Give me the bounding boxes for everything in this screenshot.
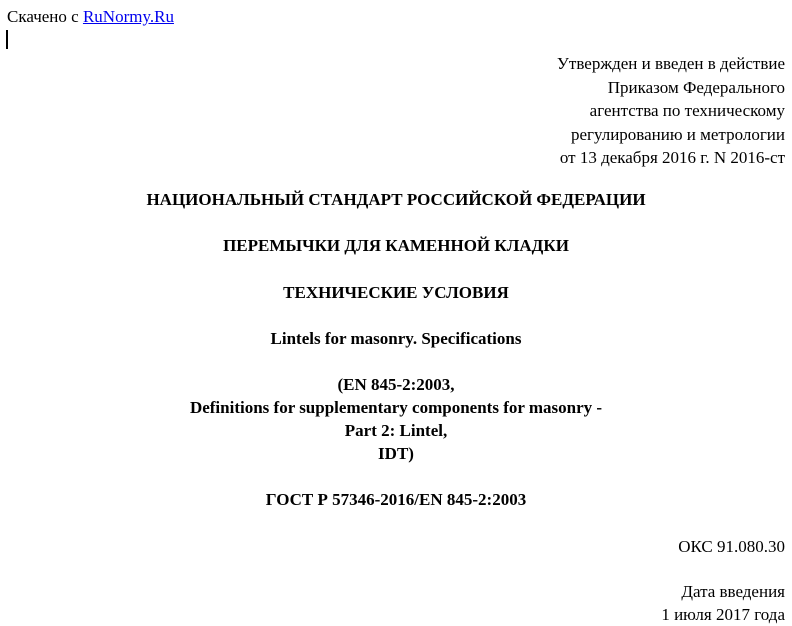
gost-number: ГОСТ Р 57346-2016/EN 845-2:2003 bbox=[265, 490, 527, 509]
runormy-link[interactable]: RuNormy.Ru bbox=[82, 7, 174, 26]
source-line bbox=[7, 7, 174, 27]
en-reference-line: Part 2: Lintel, bbox=[344, 421, 448, 440]
approval-line: Приказом Федерального bbox=[607, 77, 785, 97]
approval-line: Утвержден и введен в действие bbox=[556, 54, 785, 73]
oks-code: ОКС 91.080.30 bbox=[678, 537, 785, 556]
en-reference-line: IDT) bbox=[378, 444, 414, 463]
approval-block bbox=[557, 52, 785, 170]
en-reference-line: Definitions for supplementary components for masonry - bbox=[189, 398, 603, 417]
text-cursor bbox=[6, 30, 8, 49]
approval-line: регулированию и метрологии bbox=[570, 124, 785, 144]
standard-title-ru: ПЕРЕМЫЧКИ ДЛЯ КАМЕННОЙ КЛАДКИ bbox=[223, 236, 569, 255]
standard-subtitle-ru: ТЕХНИЧЕСКИЕ УСЛОВИЯ bbox=[283, 283, 509, 302]
approval-line: от 13 декабря 2016 г. N 2016-ст bbox=[559, 148, 785, 168]
standard-title-en: Lintels for masonry. Specifications bbox=[270, 329, 522, 348]
approval-line: агентства по техническому bbox=[589, 101, 785, 121]
introduction-date-label: Дата введения bbox=[681, 582, 785, 601]
source-prefix: Скачено с bbox=[7, 7, 83, 26]
national-standard-heading: НАЦИОНАЛЬНЫЙ СТАНДАРТ РОССИЙСКОЙ ФЕДЕРАЦИИ bbox=[146, 190, 646, 209]
en-reference-line: (EN 845-2:2003, bbox=[337, 375, 455, 394]
en-reference-block bbox=[0, 373, 792, 465]
introduction-date: 1 июля 2017 года bbox=[661, 605, 785, 624]
